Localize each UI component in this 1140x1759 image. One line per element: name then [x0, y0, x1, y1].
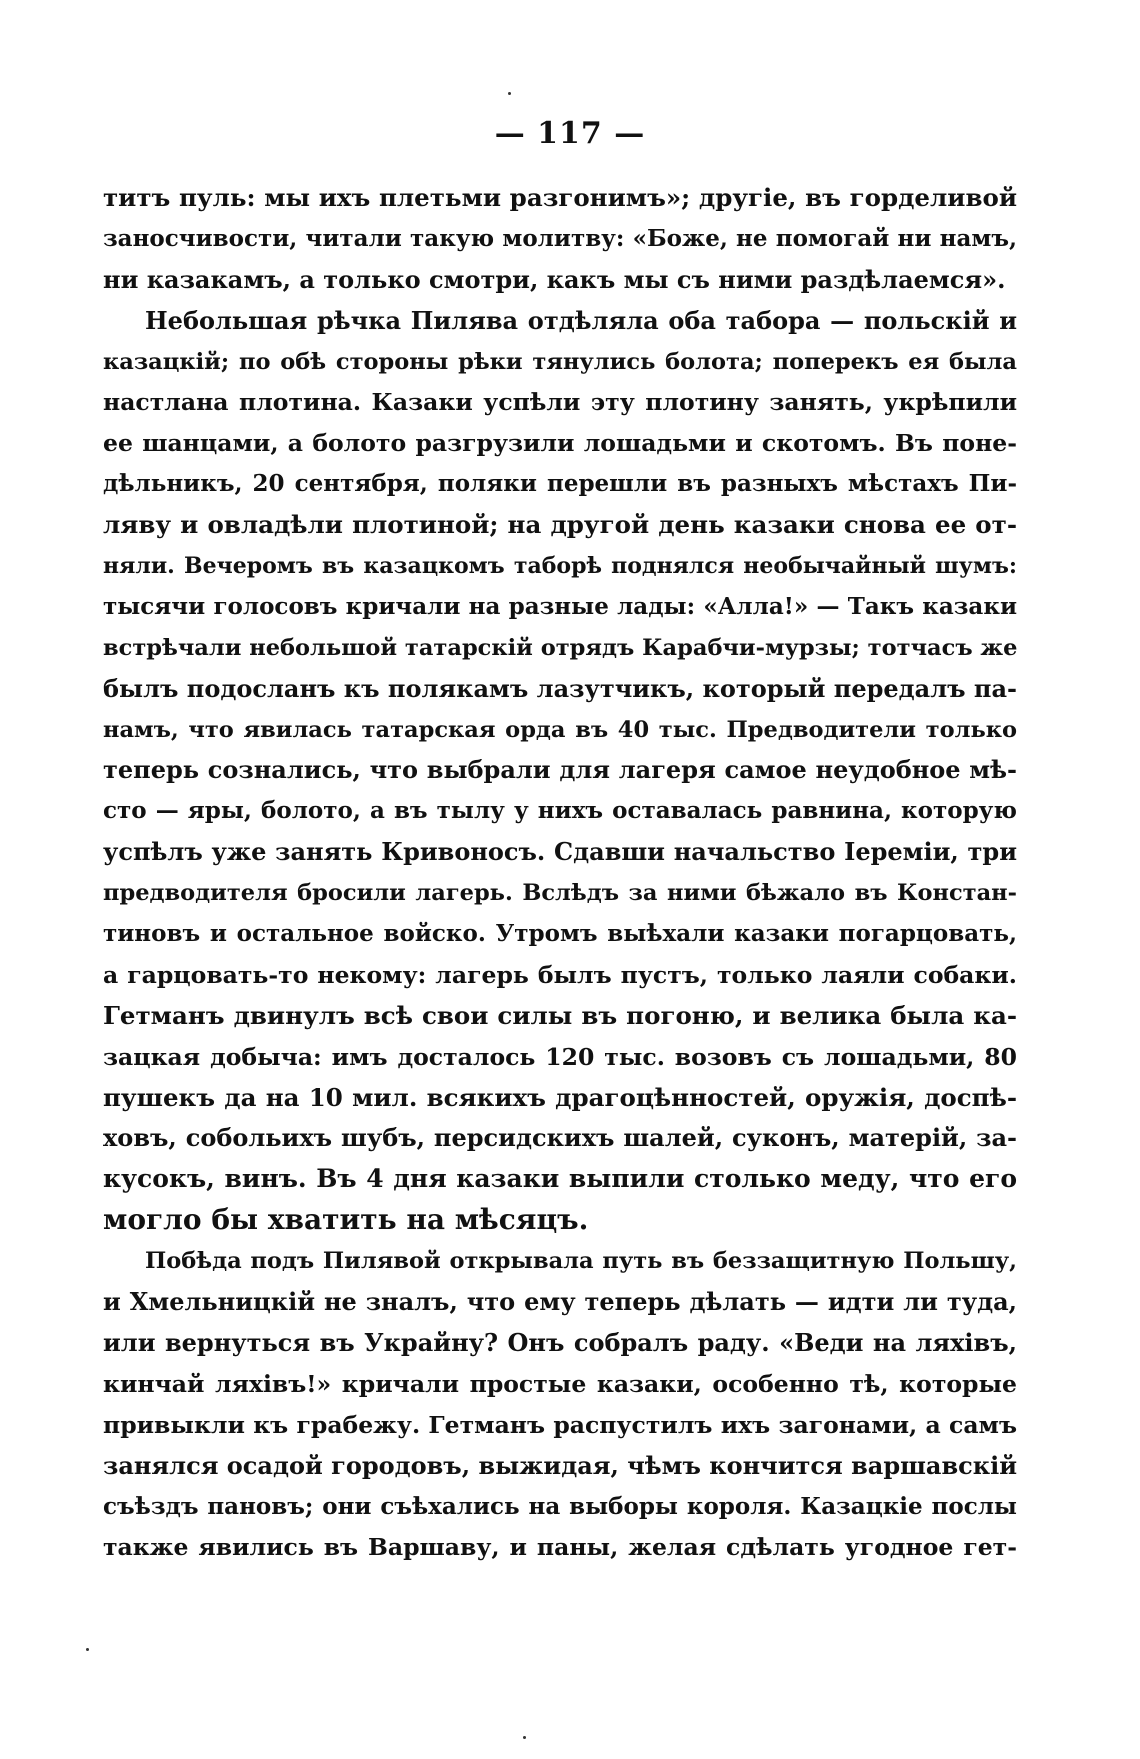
text-line: ни казакамъ, а только смотри, какъ мы съ ними раздѣлаемся».: [103, 264, 1006, 294]
scan-speck: [86, 1648, 89, 1651]
paragraph: [103, 178, 1017, 301]
text-line: встрѣчали небольшой татарскій отрядъ Карабчи-мурзы; тотчасъ же: [103, 634, 1017, 661]
text-line: кинчай ляхівъ!» кричали простые казаки, особенно тѣ, которые: [103, 1369, 1017, 1398]
text-line: также явились въ Варшаву, и паны, желая сдѣлать угодное гет-: [103, 1533, 1017, 1562]
text-line: сто — яры, болото, а въ тылу у нихъ оставалась равнина, которую: [103, 797, 1017, 825]
text-line: и Хмельницкій не зналъ, что ему теперь дѣлать — идти ли туда,: [103, 1287, 1017, 1317]
text-line: Небольшая рѣчка Пилява отдѣляла оба табора — польскій и: [145, 305, 1017, 335]
text-line: былъ подосланъ къ полякамъ лазутчикъ, который передалъ па-: [103, 673, 1017, 703]
text-line: ее шанцами, а болото разгрузили лошадьми и скотомъ. Въ поне-: [103, 429, 1017, 458]
scan-speck: [523, 1736, 526, 1739]
text-line: зацкая добыча: имъ досталось 120 тыс. возовъ съ лошадьми, 80: [103, 1042, 1017, 1071]
text-line: ховъ, собольихъ шубъ, персидскихъ шалей, суконъ, матерій, за-: [103, 1123, 1017, 1153]
text-line: настлана плотина. Казаки успѣли эту плотину занять, укрѣпили: [103, 388, 1017, 417]
paragraph: [103, 301, 1017, 1241]
text-line: намъ, что явилась татарская орда въ 40 тыс. Предводители только: [103, 716, 1017, 743]
text-line: казацкій; по обѣ стороны рѣки тянулись болота; поперекъ ея была: [103, 348, 1017, 375]
text-line: кусокъ, винъ. Въ 4 дня казаки выпили столько меду, что его: [103, 1164, 1017, 1194]
page-number: — 117 —: [494, 116, 646, 151]
text-line: или вернуться въ Украйну? Онъ собралъ раду. «Веди на ляхівъ,: [103, 1327, 1017, 1357]
text-line: теперь сознались, что выбрали для лагеря самое неудобное мѣ-: [103, 755, 1017, 785]
text-line: Побѣда подъ Пилявой открывала путь въ беззащитную Польшу,: [145, 1248, 1017, 1275]
text-line: ляву и овладѣли плотиной; на другой день казаки снова ее от-: [103, 510, 1017, 540]
scan-speck: [508, 92, 511, 95]
text-line: съѣздъ пановъ; они съѣхались на выборы короля. Казацкіе послы: [103, 1492, 1017, 1520]
text-line: занялся осадой городовъ, выжидая, чѣмъ кончится варшавскій: [103, 1450, 1017, 1480]
text-line: Гетманъ двинулъ всѣ свои силы въ погоню, и велика была ка-: [103, 1000, 1017, 1030]
paragraph: [103, 1241, 1017, 1568]
text-line: заносчивости, читали такую молитву: «Боже, не помогай ни намъ,: [103, 224, 1017, 252]
text-line: тиновъ и остальное войско. Утромъ выѣхали казаки погарцовать,: [103, 920, 1017, 948]
text-line: пушекъ да на 10 мил. всякихъ драгоцѣнностей, оружія, доспѣ-: [103, 1082, 1017, 1112]
body-text: [103, 178, 1017, 1568]
text-line: тысячи голосовъ кричали на разные лады: «Алла!» — Такъ казаки: [103, 592, 1017, 620]
text-line: няли. Вечеромъ въ казацкомъ таборѣ поднялся необычайный шумъ:: [103, 553, 1017, 580]
text-line: могло бы хватить на мѣсяцъ.: [103, 1203, 589, 1237]
text-line: предводителя бросили лагерь. Вслѣдъ за ними бѣжало въ Констан-: [103, 880, 1017, 907]
text-line: дѣльникъ, 20 сентября, поляки перешли въ разныхъ мѣстахъ Пи-: [103, 470, 1017, 498]
text-line: привыкли къ грабежу. Гетманъ распустилъ ихъ загонами, а самъ: [103, 1410, 1017, 1439]
text-line: титъ пуль: мы ихъ плетьми разгонимъ»; другіе, въ горделивой: [103, 183, 1017, 212]
text-line: успѣлъ уже занять Кривоносъ. Сдавши начальство Іереміи, три: [103, 837, 1017, 867]
text-line: а гарцовать-то некому: лагерь былъ пустъ, только лаяли собаки.: [103, 960, 1017, 989]
